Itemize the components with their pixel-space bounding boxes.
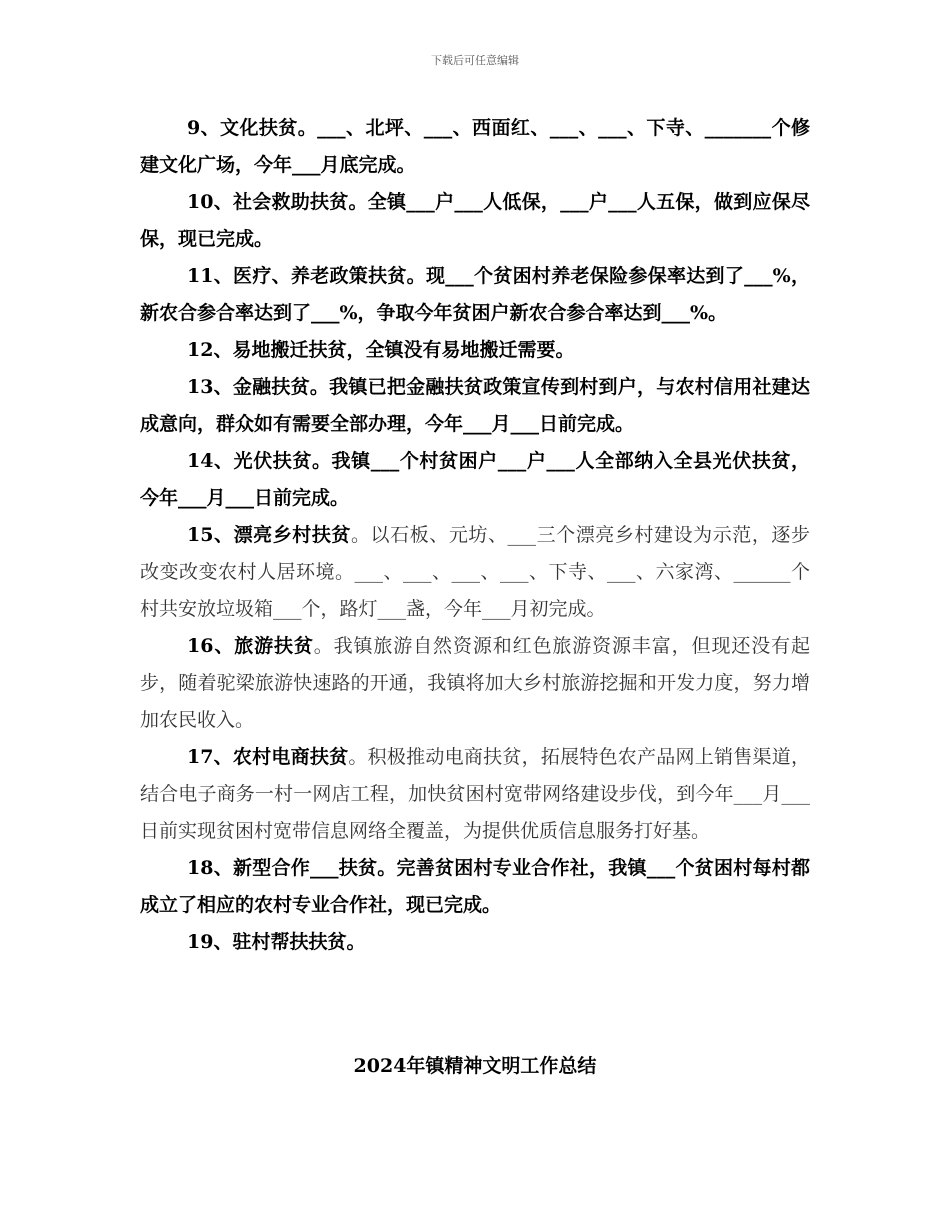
paragraph-14 — [140, 443, 810, 517]
paragraph-text: 11、医疗、养老政策扶贫。现___个贫困村养老保险参保率达到了___%，新农合参合率达到了___%，争取今年贫困户新农合参合率达到___%。 — [140, 265, 810, 324]
paragraph-text: 。我镇旅游自然资源和红色旅游资源丰富，但现还没有起步，随着驼梁旅游快速路的开通，我镇将加大乡村旅游挖掘和开发力度，努力增加农民收入。 — [140, 635, 810, 731]
paragraph-text: 19、驻村帮扶扶贫。 — [187, 931, 366, 953]
paragraph-text: 。积极推动电商扶贫，拓展特色农产品网上销售渠道，结合电子商务一村一网店工程，加快贫困村宽带网络建设步伐，到今年___月___日前实现贫困村宽带信息网络全覆盖，为提供优质信息服务打好基。 — [140, 746, 810, 842]
paragraph-text: 12、易地搬迁扶贫，全镇没有易地搬迁需要。 — [187, 339, 575, 361]
paragraph-9 — [140, 110, 810, 184]
paragraph-16 — [140, 628, 810, 739]
paragraph-13 — [140, 369, 810, 443]
paragraph-text: 18、新型合作___扶贫。完善贫困村专业合作社，我镇___个贫困村每村都成立了相应的农村专业合作社，现已完成。 — [140, 857, 810, 916]
paragraph-text: 9、文化扶贫。___、北坪、___、西面红、___、___、下寺、_______个修建文化广场，今年___月底完成。 — [140, 117, 810, 176]
paragraph-lead: 17、农村电商扶贫 — [187, 746, 349, 768]
paragraph-17 — [140, 739, 810, 850]
paragraph-18 — [140, 850, 810, 924]
paragraph-11 — [140, 258, 810, 332]
paragraph-text: 10、社会救助扶贫。全镇___户___人低保，___户___人五保，做到应保尽保，现已完成。 — [140, 191, 810, 250]
paragraph-12 — [140, 332, 810, 369]
document-body — [140, 110, 810, 961]
page-header: 下载后可任意编辑 — [431, 54, 519, 67]
paragraph-19 — [140, 924, 810, 961]
section-title: 2024年镇精神文明工作总结 — [353, 1055, 597, 1077]
paragraph-10 — [140, 184, 810, 258]
paragraph-text: 14、光伏扶贫。我镇___个村贫困户___户___人全部纳入全县光伏扶贫，今年___月___日前完成。 — [140, 450, 810, 509]
paragraph-lead: 16、旅游扶贫 — [187, 635, 314, 657]
paragraph-text: 。以石板、元坊、___三个漂亮乡村建设为示范，逐步改变改变农村人居环境。___、___、___、___、下寺、___、六家湾、______个村共安放垃圾箱___个，路灯___盏，今年___月初完成。 — [140, 524, 810, 620]
paragraph-15 — [140, 517, 810, 628]
paragraph-text: 13、金融扶贫。我镇已把金融扶贫政策宣传到村到户，与农村信用社建达成意向，群众如有需要全部办理，今年___月___日前完成。 — [140, 376, 810, 435]
paragraph-lead: 15、漂亮乡村扶贫 — [187, 524, 351, 546]
